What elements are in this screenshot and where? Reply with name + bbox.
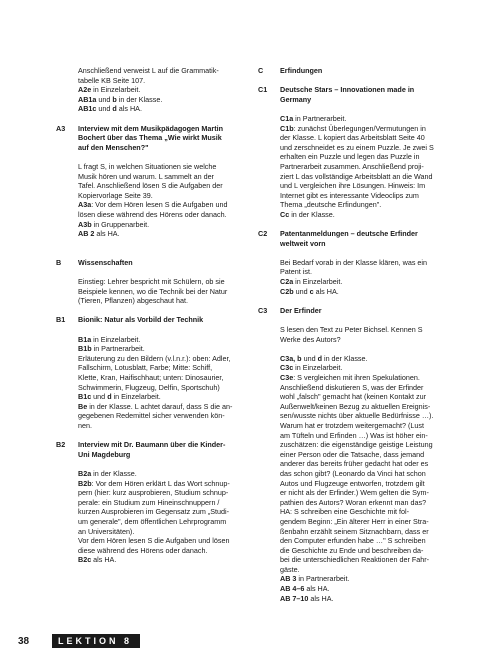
task-text: als HA. [308,593,334,603]
task-text: : Vor dem Hören lesen S die Aufgaben und [91,200,228,210]
task-line [56,220,254,230]
section-heading-continued [56,133,254,143]
task-text: in der Klasse. [321,353,368,363]
task-line [258,210,448,220]
task-label: d [107,392,112,402]
task-label: B2a [78,468,92,478]
section-heading [258,66,448,76]
section-number [56,143,78,153]
lektion-label: LEKTION 8 [52,634,140,648]
body-line: L fragt S, in welchen Situationen sie welche [78,161,217,171]
task-line [56,344,254,354]
task-text: : zunächst Überlegungen/Vermutungen in [293,123,426,133]
section-title: Der Erfinder [280,305,322,315]
task-label: B1a [78,334,92,344]
body-line: Beispiele kennen, wo die Technik bei der Natur [78,286,228,296]
page-footer [18,634,140,648]
task-line [258,373,448,383]
body-line: um generale", dem öffentlichen Lehrprogramm [78,516,227,526]
body-line: tabelle KB Seite 107. [78,75,146,85]
body-line: erhalten ein Puzzle und legen das Puzzle in [280,152,420,162]
body-line: Kopiervorlage Seite 39. [78,190,153,200]
body-line: und zerschneidet es zu einem Puzzle. Je zwei S [280,142,434,152]
section-heading [258,306,448,316]
task-label: C2a [280,277,294,287]
task-text: in der Klasse. [91,468,137,478]
section-number: C1 [258,85,268,95]
body-line: gegebenen Redemittel sicher verwenden kön- [78,411,225,421]
task-label: B1b [78,344,92,354]
task-line [258,594,448,604]
body-line: die Geschichte zu Ende und beschreiben da- [280,545,424,555]
body-line: sen/wusste nichts über aktuelle Bedürfnisse …). [280,411,434,421]
body-line: Warum hat er trotzdem weitergemacht? (Lust [280,420,424,430]
task-label: c [309,286,314,296]
section-title: Uni Magdeburg [78,449,131,459]
task-label: C3a, b [280,353,302,363]
spacer [56,152,254,162]
body-line: Internet gibt es interessante Videoclips zum [280,190,419,200]
body-line: (Tieren, Pflanzen) abgeschaut hat. [78,296,189,306]
task-line [258,287,448,297]
body-line: gendem Beginn: „Ein älterer Herr in einer Stra- [280,516,429,526]
task-label: C3e [280,373,294,382]
body-line: am Tüfteln und Erfinden …) Was ist höher ein- [280,430,428,440]
body-line: HA: S schreiben eine Geschichte mit fol- [280,507,410,517]
body-line: S lesen den Text zu Peter Bichsel. Kennen S [280,325,423,335]
body-line: Anschließend verweist L auf die Grammatik- [78,66,219,75]
section-heading-continued [56,143,254,153]
spacer [56,431,254,441]
section-number [56,133,78,143]
body-line: einer Person oder die Tatsache, dass jemand [280,449,425,459]
body-line: Vor dem Hören lesen S die Aufgaben und lösen [78,536,230,546]
section-number: B [56,257,62,267]
section-title: auf den Menschen?" [78,142,149,152]
section-title: Interview mit dem Musikpädagogen Martin [78,123,223,133]
body-line: der Klasse. L kopiert das Arbeitsblatt Seite 40 [280,133,425,143]
right-column [258,66,448,603]
task-label: AB 7–10 [280,593,309,603]
body-line: Bei Bedarf vorab in der Klasse klären, was ein [280,257,428,267]
section-number: A3 [56,123,66,133]
task-text: in Partnerarbeit. [293,113,347,123]
body-line: Thema „deutsche Erfindungen". [280,200,382,210]
task-text: und [301,353,318,363]
body-line: er nicht als der Erfinder.) Wem gelten die Sym- [280,488,429,498]
task-text: und [96,94,113,104]
task-line [56,392,254,402]
section-number: C3 [258,305,268,315]
section-heading [56,258,254,268]
task-text: in Einzelarbeit. [293,277,343,287]
body-line: das schon gibt? (Leonardo da Vinci hat schon [280,468,426,478]
task-label: C1a [280,113,294,123]
section-heading [56,440,254,450]
task-label: AB 4–6 [280,584,305,594]
body-line: Tafel. Anschließend lösen S die Aufgaben der [78,181,223,191]
task-text: in der Klasse. L achtet darauf, dass S die an- [87,401,233,411]
page-number: 38 [18,635,30,647]
task-line [258,584,448,594]
task-text: als HA. [304,584,330,594]
task-text: in der Klasse. [289,209,335,219]
section-number [258,239,280,249]
section-heading [56,315,254,325]
task-text: in Einzelarbeit. [91,85,141,95]
spacer [258,76,448,86]
body-line: Klette, Kran, Haifischhaut; unten: Dinosaurier, [78,373,224,382]
body-line: Musik hören und warum. L sammelt an der [78,171,214,181]
task-label: A2e [78,85,92,95]
body-line: an Universitäten). [78,526,135,536]
task-line [56,95,254,105]
section-title: weltweit vorn [280,238,326,248]
body-line: Erläuterung zu den Bildern (v.l.n.r.): oben: Adler, [78,353,231,363]
task-label: d [112,104,117,114]
body-line: Einstieg: Lehrer bespricht mit Schülern, ob sie [78,277,225,287]
task-text: als HA. [91,555,117,565]
body-line: lösen diese während des Hörens oder danach. [78,209,227,219]
section-heading-continued [56,450,254,460]
task-line [56,229,254,239]
task-label: d [317,353,322,363]
task-label: b [112,94,117,104]
section-title: Germany [280,94,312,104]
task-label: AB 2 [78,229,95,239]
task-line [56,469,254,479]
body-line: ßenbahn erzählt seinem Sitznachbarn, dass er [280,526,429,536]
body-line: pathien des Autors? Woran erkennt man das? [280,497,427,507]
task-label: AB1c [78,104,97,114]
task-line [258,124,448,134]
task-label: C1b [280,123,294,133]
spacer [56,267,254,277]
body-line: Fallschirm, Lotusblatt, Farbe; Mitte: Schiff, [78,363,213,373]
section-number [56,450,78,460]
task-text: als HA. [313,286,339,296]
body-line: zuschätzen: die eigenständige geistige Leistung [280,440,433,450]
section-title: Bionik: Natur als Vorbild der Technik [78,315,204,325]
body-line: anderer das bereits früher gedacht hat oder es [280,459,429,469]
body-line: nen. [78,420,92,430]
section-number: C2 [258,229,268,239]
task-line [56,555,254,565]
section-title: Deutsche Stars – Innovationen made in [280,85,415,95]
task-label: Cc [280,209,290,219]
section-number: B2 [56,440,66,450]
spacer [258,344,448,354]
task-label: C3c [280,363,294,373]
section-number: C [258,66,264,75]
section-title: Bochert über das Thema „Wie wirkt Musik [78,133,222,143]
task-line [258,277,448,287]
task-text: : S vergleichen mit ihren Spekulationen. [293,373,420,382]
section-number: B1 [56,315,66,325]
body-line: und L vergleichen ihre Lösungen. Hinweis: Im [280,181,426,191]
body-line: Autos und Flugzeuge entworfen, trotzdem gilt [280,478,425,488]
body-line: den Computer erfunden habe …" S schreiben [280,536,426,546]
spacer [258,104,448,114]
spacer [56,248,254,258]
task-text: : Vor dem Hören erklärt L das Wort schnup- [91,478,230,488]
body-line: ziert L das vollständige Arbeitsblatt an die Wand [280,171,433,181]
body-line: pern (hier: kurz ausprobieren, Studium schnup- [78,488,229,498]
task-text: als HA. [116,104,142,114]
task-label: A3a [78,200,92,210]
left-column [56,66,254,565]
spacer [56,239,254,249]
task-text: in Einzelarbeit. [91,334,141,344]
task-label: AB 3 [280,574,297,584]
body-line: Anschließend diskutieren S, was der Erfinder [280,382,424,392]
task-label: B1c [78,392,92,402]
spacer [258,296,448,306]
task-label: AB1a [78,94,97,104]
body-line: wohl „falsch" gemacht hat (keinen Kontakt zur [280,392,426,402]
body-line: Werke des Autors? [280,334,341,344]
task-label: A3b [78,219,92,229]
section-heading [258,85,448,95]
task-line [56,104,254,114]
body-line: perale: ein Studium zum Hineinschnuppern / [78,497,220,507]
task-text: in Partnerarbeit. [91,344,145,354]
spacer [258,248,448,258]
task-label: B2b [78,478,92,488]
task-line [258,114,448,124]
section-number [258,95,280,105]
body-line: Schwimmerin, Flugzeug, Delfin, Sportschuh) [78,382,220,392]
section-heading-continued [258,95,448,105]
task-line [258,354,448,364]
section-heading [258,229,448,239]
section-heading [56,124,254,134]
task-line [56,479,254,489]
task-text: als HA. [94,229,120,239]
spacer [56,114,254,124]
task-text: in Gruppenarbeit. [91,219,150,229]
spacer [258,315,448,325]
body-line: kurzen Ausprobieren im Gegensatz zum „Studi- [78,507,230,517]
task-line [56,402,254,412]
section-heading-continued [258,239,448,249]
spacer [56,306,254,316]
task-line [56,335,254,345]
spacer [56,459,254,469]
body-line: diese während des Hörens oder danach. [78,545,208,555]
task-line [56,85,254,95]
body-line: Patent ist. [280,267,312,277]
section-title: Patentanmeldungen – deutsche Erfinder [280,229,418,239]
task-line [258,363,448,373]
task-text: und [293,286,310,296]
body-line: bei die unterschiedlichen Reaktionen der Fahr- [280,555,430,565]
task-text: in der Klasse. [116,94,163,104]
spacer [258,220,448,230]
body-line: Partnerarbeit zusammen. Anschließend proji- [280,161,424,171]
spacer [56,325,254,335]
task-text: und [91,392,108,402]
task-text: in Einzelarbeit. [111,392,161,402]
body-line: Außenwelt/keinen Bezug zu aktuellen Ereignis- [280,401,431,411]
task-text: in Einzelarbeit. [293,363,343,373]
task-label: C2b [280,286,294,296]
task-line [56,200,254,210]
task-text: und [96,104,113,114]
task-label: Be [78,401,88,411]
task-line [258,574,448,584]
task-label: B2c [78,555,92,565]
body-line: gäste. [280,564,300,574]
section-title: Erfindungen [280,66,323,75]
task-text: in Partnerarbeit. [296,574,350,584]
section-title: Interview mit Dr. Baumann über die Kinder- [78,440,226,450]
section-title: Wissenschaften [78,257,133,267]
